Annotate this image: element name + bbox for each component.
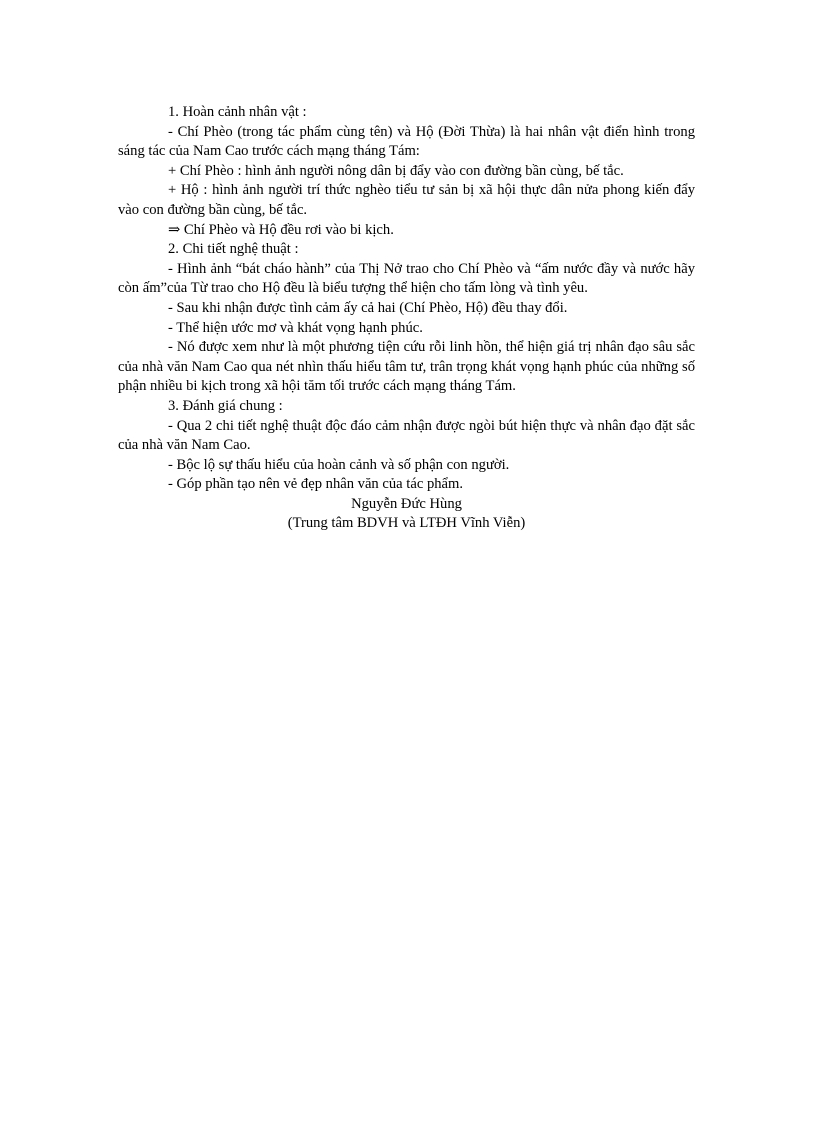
author-name: Nguyễn Đức Hùng (351, 495, 462, 512)
section-heading-2: 2. Chi tiết nghệ thuật : (168, 241, 299, 258)
paragraph-understanding: - Bộc lộ sự thấu hiểu của hoàn cảnh và số phận con người. (168, 456, 510, 473)
paragraph-chi-pheo: + Chí Phèo : hình ảnh người nông dân bị đẩy vào con đường bần cùng, bế tắc. (168, 162, 624, 179)
paragraph-conclusion-arrow: ⇒ Chí Phèo và Hộ đều rơi vào bi kịch. (168, 221, 394, 238)
paragraph-humanism: - Góp phần tạo nên vẻ đẹp nhân văn của tác phẩm. (168, 476, 464, 493)
section-heading-3: 3. Đánh giá chung : (168, 397, 283, 414)
paragraph-salvation: - Nó được xem như là một phương tiện cứu rỗi linh hồn, thể hiện giá trị nhân đạo sâu sắc của nhà văn Nam Cao qua nét nhìn thấu hiểu tâm tư, trân trọng khát vọng hạnh phúc của những số phận nhiều bi kịch trong xã hội tăm tối trước cách mạng tháng Tám. (118, 339, 695, 395)
paragraph-ho: + Hộ : hình ảnh người trí thức nghèo tiểu tư sản bị xã hội thực dân nửa phong kiến đẩy vào con đường bần cùng, bế tắc. (118, 182, 695, 218)
paragraph-dream: - Thể hiện ước mơ và khát vọng hạnh phúc. (168, 319, 423, 336)
paragraph-symbol: - Hình ảnh “bát cháo hành” của Thị Nở trao cho Chí Phèo và “ấm nước đầy và nước hãy còn ấm”của Từ trao cho Hộ đều là biểu tượng thể hiện cho tấm lòng và tình yêu. (118, 260, 695, 297)
paragraph-evaluation: - Qua 2 chi tiết nghệ thuật độc đáo cảm nhận được ngòi bút hiện thực và nhân đạo đặt sắc của nhà văn Nam Cao. (118, 417, 695, 454)
author-affiliation: (Trung tâm BDVH và LTĐH Vĩnh Viễn) (287, 515, 526, 532)
section-heading-1: 1. Hoàn cảnh nhân vật : (168, 104, 307, 120)
paragraph-change: - Sau khi nhận được tình cảm ấy cả hai (Chí Phèo, Hộ) đều thay đổi. (168, 299, 568, 316)
paragraph-intro: - Chí Phèo (trong tác phẩm cùng tên) và Hộ (Đời Thừa) là hai nhân vật điển hình trong sáng tác của Nam Cao trước cách mạng tháng Tám: (118, 123, 695, 160)
document-body (118, 103, 695, 534)
